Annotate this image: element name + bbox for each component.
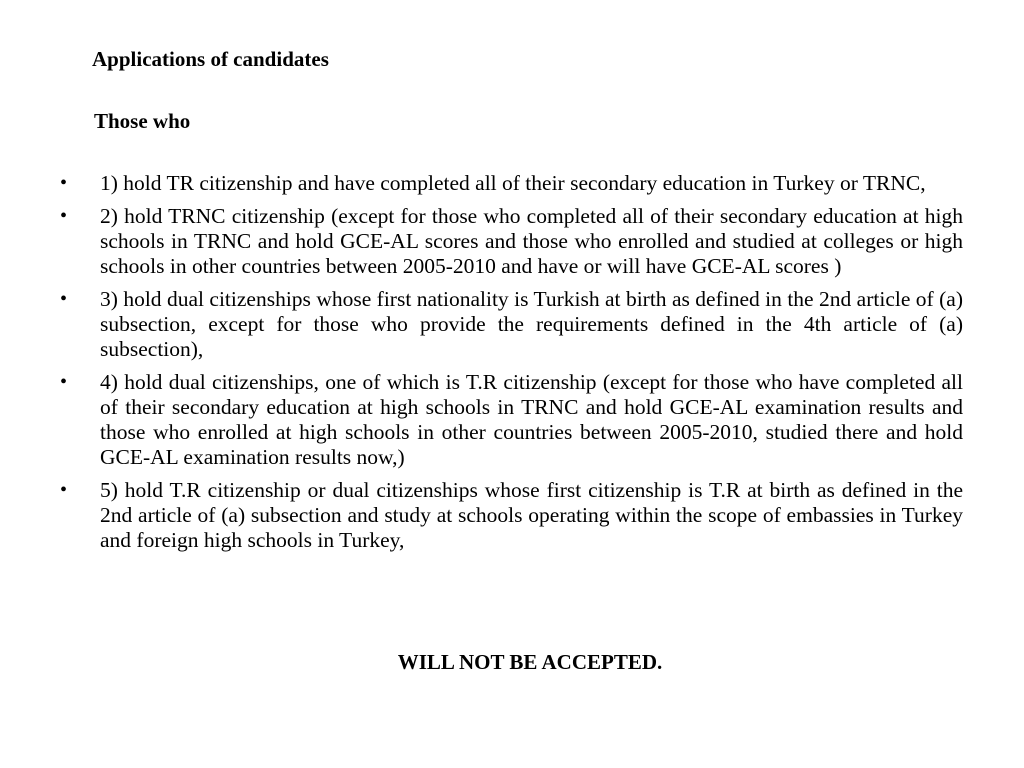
- page-subtitle: Those who: [94, 109, 191, 133]
- page-title: Applications of candidates: [92, 47, 329, 71]
- bullet-icon: •: [60, 288, 68, 310]
- list-item-text: 1) hold TR citizenship and have completed all of their secondary education in Turkey or TRNC,: [100, 171, 926, 195]
- list-item-text: 5) hold T.R citizenship or dual citizenships whose first citizenship is T.R at birth as defined in the 2nd article of (a) subsection and study at schools operating within the scope of embassies in Turkey and foreign high schools in Turkey,: [100, 478, 963, 552]
- list-item-text: 3) hold dual citizenships whose first nationality is Turkish at birth as defined in the 2nd article of (a) subsection, except for those who provide the requirements defined in the 4th article of (a) subsection),: [100, 287, 963, 361]
- bullet-icon: •: [60, 172, 68, 194]
- bullet-icon: •: [60, 479, 68, 501]
- list-item-text: 2) hold TRNC citizenship (except for those who completed all of their secondary education at high schools in TRNC and hold GCE-AL scores and those who enrolled and studied at colleges or high schools in other countries between 2005-2010 and have or will have GCE-AL scores ): [100, 204, 963, 278]
- list-item-text: 4) hold dual citizenships, one of which is T.R citizenship (except for those who have completed all of their secondary education at high schools in TRNC and hold GCE-AL examination results and those who enrolled at high schools in other countries between 2005-2010, studied there and hold GCE-AL examination results now,): [100, 370, 963, 469]
- list-item: [0, 204, 1024, 279]
- bullet-icon: •: [60, 371, 68, 393]
- list-item: [0, 478, 1024, 553]
- bullet-icon: •: [60, 205, 68, 227]
- list-item: [0, 171, 1024, 196]
- closing-statement: WILL NOT BE ACCEPTED.: [397, 650, 663, 674]
- list-item: [0, 370, 1024, 470]
- criteria-list: [0, 171, 1024, 561]
- list-item: [0, 287, 1024, 362]
